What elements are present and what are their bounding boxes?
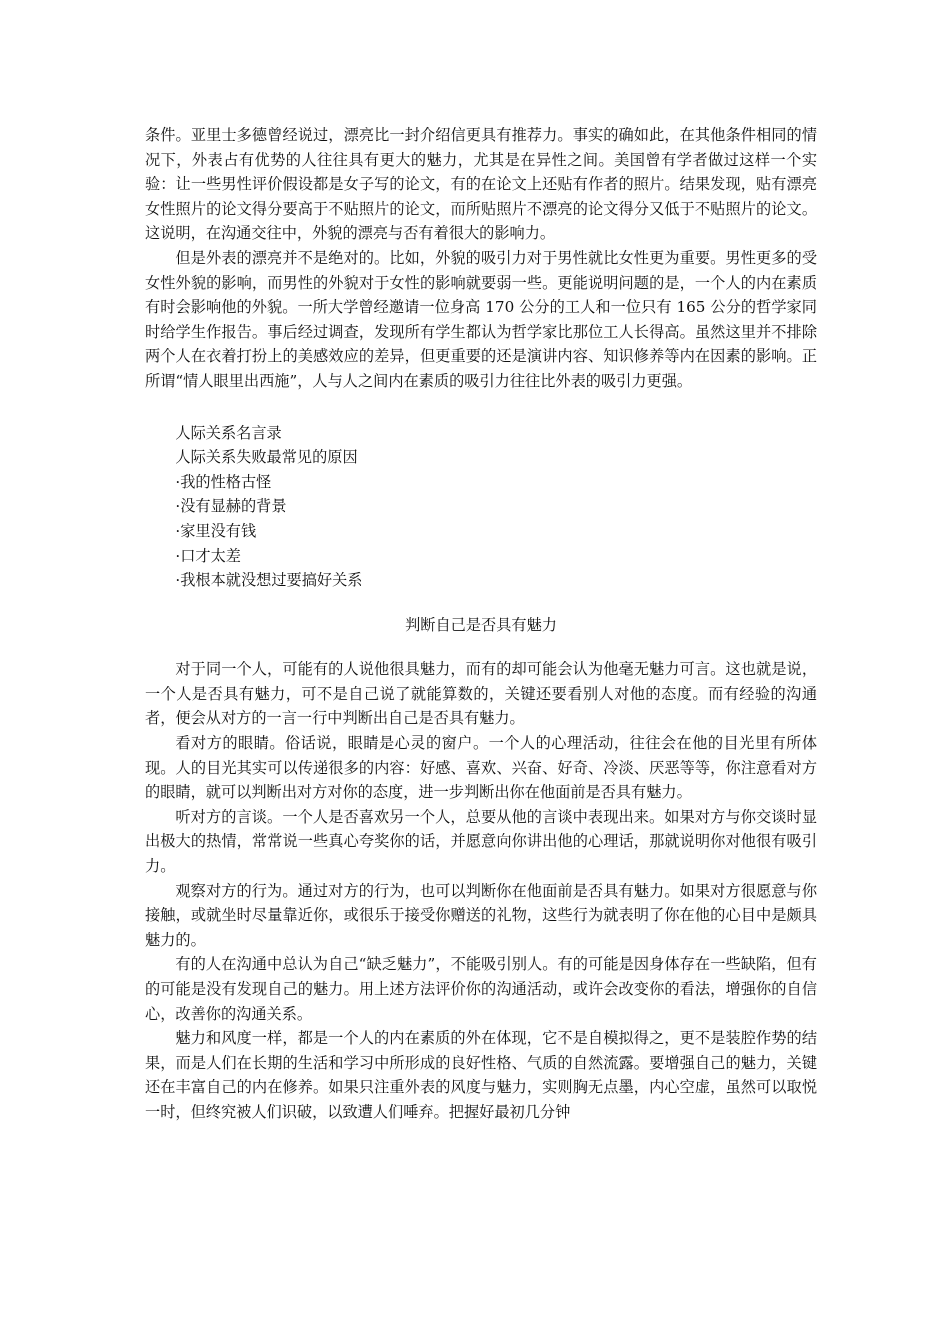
list-item: ·我的性格古怪 [175,472,272,491]
document-page [145,123,817,1125]
section-paragraph-3: 听对方的言谈。一个人是否喜欢另一个人，总要从他的言谈中表现出来。如果对方与你交谈时显出极大的热情，常常说一些真心夸奖你的话，并愿意向你讲出他的心理话，那就说明你对他很有吸引力。 [145,807,817,876]
intro-paragraph-2: 但是外表的漂亮并不是绝对的。比如，外貌的吸引力对于男性就比女性更为重要。男性更多的受女性外貌的影响，而男性的外貌对于女性的影响就要弱一些。更能说明问题的是，一个人的内在素质有时会影响他的外貌。一所大学曾经邀请一位身高 170 公分的工人和一位只有 165 公分的哲学家同时给学生作报告。事后经过调查，发现所有学生都认为哲学家比那位工人长得高。虽然这里并不排除两个人在衣着打扮上的美感效应的差异，但更重要的还是演讲内容、知识修养等内在因素的影响。正所谓“情人眼里出西施”，人与人之间内在素质的吸引力往往比外表的吸引力更强。 [145,248,817,390]
section-paragraph-4: 观察对方的行为。通过对方的行为，也可以判断你在他面前是否具有魅力。如果对方很愿意与你接触，或就坐时尽量靠近你，或很乐于接受你赠送的礼物，这些行为就表明了你在他的心目中是颇具魅力的。 [145,881,817,949]
quotes-subheading: 人际关系失败最常见的原因 [175,448,358,467]
section-paragraph-6: 魅力和风度一样，都是一个人的内在素质的外在体现，它不是自模拟得之，更不是装腔作势的结果，而是人们在长期的生活和学习中所形成的良好性格、气质的自然流露。要增强自己的魅力，关键还在丰富自己的内在修养。如果只注重外表的风度与魅力，实则胸无点墨，内心空虚，虽然可以取悦一时，但终究被人们识破，以致遭人们唾弃。把握好最初几分钟 [145,1029,817,1121]
section-paragraph-2: 看对方的眼睛。俗话说，眼睛是心灵的窗户。一个人的心理活动，往往会在他的目光里有所体现。人的目光其实可以传递很多的内容：好感、喜欢、兴奋、好奇、冷淡、厌恶等等，你注意看对方的眼睛，就可以判断出对方对你的态度，进一步判断出你在他面前是否具有魅力。 [145,734,817,802]
quotes-block [145,421,817,593]
list-item: ·我根本就没想过要搞好关系 [175,571,363,590]
section-paragraph-5: 有的人在沟通中总认为自己“缺乏魅力”，不能吸引别人。有的可能是因身体存在一些缺陷，但有的可能是没有发现自己的魅力。用上述方法评价你的沟通活动，或许会改变你的看法，增强你的自信心，改善你的沟通关系。 [145,955,817,1023]
quotes-heading: 人际关系名言录 [175,423,282,442]
list-item: ·家里没有钱 [175,521,257,540]
list-item: ·口才太差 [175,546,241,565]
section-paragraph-1: 对于同一个人，可能有的人说他很具魅力，而有的却可能会认为他毫无魅力可言。这也就是说，一个人是否具有魅力，可不是自己说了就能算数的，关键还要看别人对他的态度。而有经验的沟通者，便会从对方的一言一行中判断出自己是否具有魅力。 [145,660,817,728]
list-item: ·没有显赫的背景 [175,497,287,516]
intro-paragraph-1: 条件。亚里士多德曾经说过，漂亮比一封介绍信更具有推荐力。事实的确如此，在其他条件相同的情况下，外表占有优势的人往往具有更大的魅力，尤其是在异性之间。美国曾有学者做过这样一个实验：让一些男性评价假设都是女子写的论文，有的在论文上还贴有作者的照片。结果发现，贴有漂亮女性照片的论文得分要高于不贴照片的论文，而所贴照片不漂亮的论文得分又低于不贴照片的论文。这说明，在沟通交往中，外貌的漂亮与否有着很大的影响力。 [145,126,817,243]
section-title: 判断自己是否具有魅力 [405,615,557,634]
